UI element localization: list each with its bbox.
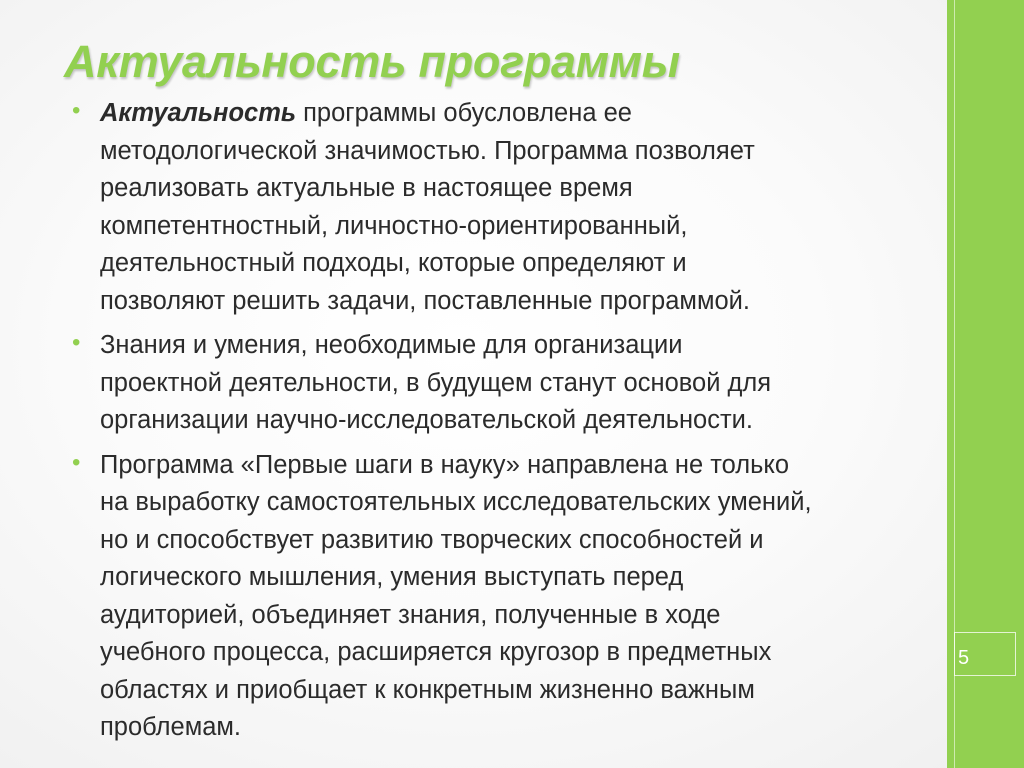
page-number: 5 <box>958 647 970 669</box>
bullet-dot-icon: • <box>72 97 81 124</box>
bullet-text: Программа «Первые шаги в науку» направлена не только на выработку самостоятельных исследовательских умений, но и способствует развитию творческих способностей и логического мышления, умения выступать перед аудиторией, объединяет знания, полученные в ходе учебного процесса, расширяется кругозор в предметных областях и приобщает к конкретным жизненно важным проблемам. <box>100 450 812 741</box>
bullet-text: Знания и умения, необходимые для организации проектной деятельности, в будущем станут основой для организации научно-исследовательской деятельности. <box>100 331 772 434</box>
slide-title: Актуальность программы <box>64 36 680 87</box>
bullet-item-program <box>72 447 932 747</box>
bullet-item-relevance <box>72 95 932 320</box>
bullet-list <box>72 95 932 754</box>
bullet-item-knowledge <box>72 327 932 440</box>
bullet-lead-term: Актуальность <box>100 99 297 127</box>
bullet-dot-icon: • <box>72 329 81 356</box>
bullet-text: программы обусловлена ее методологической значимостью. Программа позволяет реализовать актуальные в настоящее время компетентностный, личностно-ориентированный, деятельностный подходы, которые определяют и позволяют решить задачи, поставленные программой. <box>100 99 755 315</box>
bullet-dot-icon: • <box>72 448 81 476</box>
